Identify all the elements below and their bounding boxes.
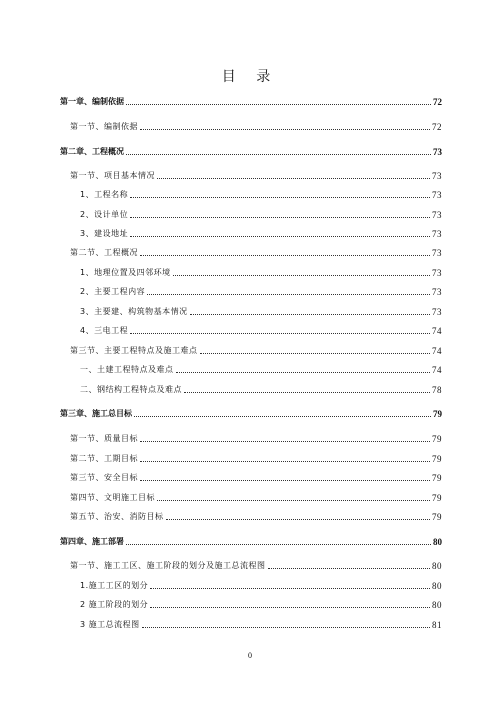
toc-entry[interactable] — [60, 246, 442, 258]
toc-entry[interactable] — [60, 324, 442, 336]
toc-entry[interactable] — [60, 452, 442, 464]
toc-leader-dots — [157, 169, 430, 179]
toc-entry[interactable] — [60, 363, 442, 375]
toc-leader-dots — [140, 120, 430, 130]
toc-entry-page: 79 — [432, 473, 442, 483]
toc-entry-page: 72 — [432, 122, 442, 132]
toc-leader-dots — [134, 407, 431, 417]
toc-entry-label: 第一节、质量目标 — [70, 434, 138, 443]
toc-entry-page: 80 — [432, 581, 442, 591]
toc-entry-page: 73 — [432, 190, 442, 200]
toc-entry[interactable] — [60, 383, 442, 395]
toc-leader-dots — [150, 579, 430, 589]
toc-leader-dots — [268, 559, 431, 569]
toc-entry[interactable] — [60, 266, 442, 278]
toc-entry-page: 78 — [432, 385, 442, 395]
toc-leader-dots — [173, 266, 430, 276]
toc-entry[interactable] — [60, 169, 442, 181]
toc-entry-page: 73 — [432, 268, 442, 278]
toc-entry[interactable] — [60, 145, 442, 157]
toc-entry-label: 二、钢结构工程特点及难点 — [80, 385, 182, 394]
toc-entry-label: 1、工程名称 — [80, 190, 129, 199]
toc-entry-page: 74 — [432, 326, 442, 336]
toc-entry-page: 79 — [432, 454, 442, 464]
toc-entry-page: 73 — [432, 248, 442, 258]
toc-entry-label: 3、建设地址 — [80, 229, 129, 238]
toc-entry-label: 第一节、施工工区、施工阶段的划分及施工总流程图 — [70, 561, 266, 570]
toc-leader-dots — [184, 383, 430, 393]
toc-entry-label: 3 施工总流程图 — [80, 620, 140, 629]
toc-entry[interactable] — [60, 432, 442, 444]
toc-entry-label: 4、三电工程 — [80, 326, 129, 335]
toc-leader-dots — [147, 285, 430, 295]
toc-leader-dots — [157, 491, 430, 501]
toc-leader-dots — [176, 363, 431, 373]
toc-leader-dots — [130, 188, 430, 198]
toc-leader-dots — [126, 145, 431, 155]
toc-entry-page: 73 — [432, 307, 442, 317]
toc-entry[interactable] — [60, 227, 442, 239]
toc-entry[interactable] — [60, 285, 442, 297]
toc-leader-dots — [140, 471, 430, 481]
toc-entry[interactable] — [60, 579, 442, 591]
toc-entry-page: 80 — [432, 561, 442, 571]
toc-entry-label: 第三节、安全目标 — [70, 473, 138, 482]
toc-entry-label: 第一节、编制依据 — [70, 122, 138, 131]
toc-entry-label: 2、设计单位 — [80, 210, 129, 219]
toc-entry-label: 第二节、工程概况 — [70, 248, 138, 257]
toc-entry[interactable] — [60, 618, 442, 630]
toc-entry[interactable] — [60, 344, 442, 356]
toc-entry[interactable] — [60, 559, 442, 571]
toc-entry-label: 第二节、工期目标 — [70, 454, 138, 463]
toc-entry-page: 73 — [432, 210, 442, 220]
toc-leader-dots — [140, 452, 430, 462]
toc-entry-label: 第五节、治安、消防目标 — [70, 512, 164, 521]
toc-entry[interactable] — [60, 208, 442, 220]
toc-leader-dots — [142, 618, 430, 628]
toc-entry-label: 2、主要工程内容 — [80, 287, 146, 296]
toc-entry-page: 79 — [432, 434, 442, 444]
toc-entry-page: 81 — [432, 620, 442, 630]
toc-entry-page: 74 — [432, 365, 442, 375]
toc-entry-page: 80 — [432, 600, 442, 610]
toc-entry-page: 74 — [432, 346, 442, 356]
toc-entry-label: 第三章、施工总目标 — [60, 409, 132, 418]
toc-entry-page: 73 — [432, 229, 442, 239]
toc-entry-page: 79 — [432, 512, 442, 522]
toc-leader-dots — [190, 305, 430, 315]
toc-entry[interactable] — [60, 188, 442, 200]
toc-entry-page: 80 — [433, 537, 442, 547]
toc-entry-label: 第三节、主要工程特点及施工难点 — [70, 346, 198, 355]
toc-entry-label: 第四节、文明施工目标 — [70, 493, 155, 502]
toc-leader-dots — [130, 208, 430, 218]
toc-entry-label: 1.施工工区的划分 — [80, 581, 149, 590]
toc-entry-page: 79 — [432, 493, 442, 503]
toc-leader-dots — [126, 535, 431, 545]
toc-entry-page: 73 — [432, 171, 442, 181]
toc-entry-label: 一、土建工程特点及难点 — [80, 365, 174, 374]
toc-entry[interactable] — [60, 491, 442, 503]
toc-entry-label: 3、主要建、构筑物基本情况 — [80, 307, 188, 316]
toc-leader-dots — [166, 510, 431, 520]
toc-entry-label: 第四章、施工部署 — [60, 537, 124, 546]
toc-entry-label: 1、地理位置及四邻环境 — [80, 268, 171, 277]
toc-leader-dots — [130, 324, 430, 334]
toc-leader-dots — [130, 227, 430, 237]
toc-leader-dots — [140, 246, 430, 256]
toc-entry-label: 第一章、编制依据 — [60, 97, 124, 106]
toc-leader-dots — [126, 95, 431, 105]
toc-entry-page: 72 — [433, 97, 442, 107]
toc-entry-label: 第二章、工程概况 — [60, 147, 124, 156]
toc-entry[interactable] — [60, 598, 442, 610]
toc-entry[interactable] — [60, 120, 442, 132]
toc-entry-page: 73 — [433, 147, 442, 157]
toc-entry-label: 2 施工阶段的划分 — [80, 600, 149, 609]
toc-entry-label: 第一节、项目基本情况 — [70, 171, 155, 180]
toc-entry[interactable] — [60, 510, 442, 522]
toc-entry-page: 79 — [433, 409, 442, 419]
toc-entry[interactable] — [60, 471, 442, 483]
toc-leader-dots — [140, 432, 430, 442]
page-title: 目 录 — [221, 69, 279, 85]
toc-entry[interactable] — [60, 407, 442, 419]
toc-entry[interactable] — [60, 535, 442, 547]
page-number: 0 — [248, 651, 252, 660]
toc-leader-dots — [200, 344, 431, 354]
toc-entry[interactable] — [60, 305, 442, 317]
toc-entry-page: 73 — [432, 287, 442, 297]
toc-entry[interactable] — [60, 95, 442, 107]
toc-leader-dots — [150, 598, 430, 608]
